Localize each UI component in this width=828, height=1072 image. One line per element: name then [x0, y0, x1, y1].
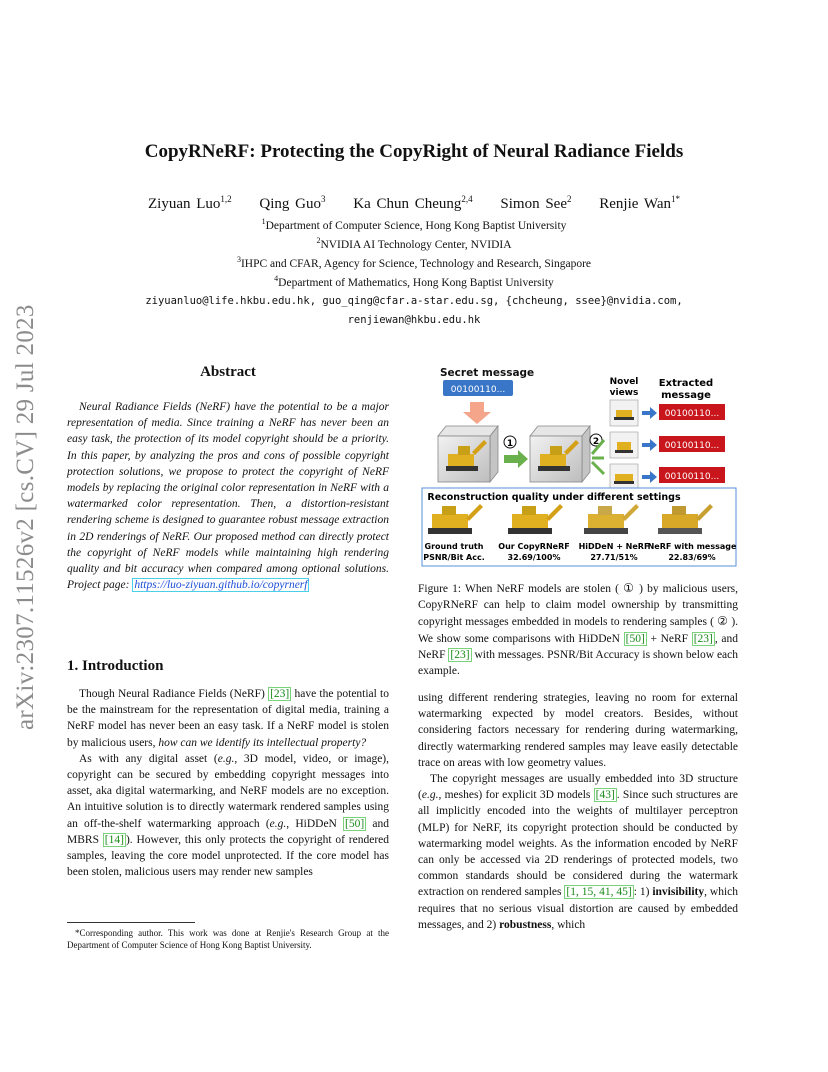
abstract-body: Neural Radiance Fields (NeRF) have the potential to be a major representation of media. Since training a NeRF has never been an easy task, the protection of its model copyright should be a priority. In this paper, by analyzing the pros and cons of possible copyright protection solutions, we propose to protect the copyright of NeRF models by replacing the original color representation in NeRF with a watermarked color representation. Then, a distortion-resistant rendering scheme is designed to guarantee robust message extraction in 2D renderings of NeRF. Our proposed method can directly protect the copyright of NeRF models while maintaining high rendering quality and bit accuracy when compared among optional solutions. Project page: https://luo-ziyuan.github.io/copyrnerf — [67, 401, 389, 592]
author: Ka Chun Cheung$^{2,4}$ — [353, 194, 473, 212]
citation-link[interactable]: [50] — [345, 817, 365, 830]
novel-view-thumb — [610, 464, 638, 490]
author: Ziyuan Luo$^{1,2}$ — [147, 194, 232, 212]
author: Qing Guo$^3$ — [259, 194, 326, 212]
paper-title: CopyRNeRF: Protecting the CopyRight of Neural Radiance Fields — [144, 141, 684, 162]
step-1-label: 1 — [506, 439, 514, 449]
citation-link[interactable]: [23] — [270, 688, 290, 700]
citation-link[interactable]: [14] — [104, 833, 124, 846]
email-line: ziyuanluo@life.hkbu.edu.hk, guo_qing@cfar.a-star.edu.sg, {chcheung, ssee}@nvidia.com, — [145, 295, 683, 307]
citation-link[interactable]: [23] — [450, 648, 470, 661]
figure-1-caption: Figure 1: When NeRF models are stolen ( ① ) by malicious users, CopyRNeRF can help to claim model ownership by transmitting copyright messages embedded in models to rendering samples ( ② ). We show some comparisons with HiDDeN [50] + NeRF [23] , and NeRF [23] with messages. PSNR/Bit Accuracy is shown below each example. — [418, 581, 739, 678]
intro-paragraph-2: As with any digital asset (e.g., 3D model, video, or image), copyright can be secured by embedding copyright messages into asset, aka digital watermarking, and NeRF models are no exception. An intuitive solution is to directly watermark rendered samples using an off-the-shelf watermarking approach (e.g., HiDDeN [50] and MBRS [14] ). However, this only protects the copyright of rendered samples, leaving the core model unprotected. If the core model has been stolen, malicious users may render new samples — [67, 752, 390, 879]
step-2-label: 2 — [592, 437, 600, 447]
setting-name: Our CopyRNeRF — [498, 542, 570, 551]
footnote: *Corresponding author. This work was done at Renjie's Research Group at the Department of Computer Science of Hong Kong Baptist University. — [67, 928, 389, 951]
figure-1 — [418, 362, 740, 574]
setting-score: 27.71/51% — [590, 553, 638, 562]
render-arrow-down — [592, 462, 604, 474]
affiliation: $^4$Department of Mathematics, Hong Kong Baptist University — [274, 274, 554, 289]
setting-name: NeRF with message — [647, 542, 737, 551]
extract-arrow — [642, 471, 657, 483]
intro-heading: 1. Introduction — [67, 658, 164, 674]
novel-view-thumb — [610, 400, 638, 426]
secret-bits: 00100110... — [450, 385, 506, 395]
setting-score: PSNR/Bit Acc. — [423, 553, 485, 562]
nerf-cube-original — [438, 426, 498, 482]
right-column-text — [418, 690, 738, 933]
body-paragraph: using different rendering strategies, leaving no room for external watermarking expected by model creators. Besides, without considering factors necessary for rendering during watermarking, directly watermarking rendered samples may leave easily detectable trace on areas with low geometry values. — [418, 692, 738, 769]
author: Simon See$^2$ — [500, 194, 572, 212]
body-paragraph: The copyright messages are usually embedded into 3D structure (e.g., meshes) for explicit 3D models [43] . Since such structures are all implicitly encoded into the weights of multilayer perceptron (MLP) for NeRF, its copyright protection should be conducted by watermarking model weights. As the information encoded by NeRF can only be accessed via 2D renderings of protected models, two common standards should be considered during the watermark extraction on rendered samples [1, 15, 41, 45] : 1) invisibility, which requires that no serious visual distortion are caused by embedded messages, and 2) robustness, which — [418, 773, 739, 931]
email-line: renjiewan@hkbu.edu.hk — [347, 314, 481, 326]
affiliation: $^3$IHPC and CFAR, Agency for Science, Technology and Research, Singapore — [236, 255, 592, 270]
citation-link[interactable]: [50] — [625, 632, 645, 645]
intro-text — [67, 686, 389, 880]
figure-1-graphic — [418, 362, 740, 574]
extracted-bits: 00100110... — [664, 409, 720, 419]
abstract-heading: Abstract — [200, 364, 256, 380]
nerf-cube-watermarked — [530, 426, 590, 482]
extracted-bits: 00100110... — [664, 472, 720, 482]
setting-score: 32.69/100% — [507, 553, 561, 562]
intro-paragraph-1: Though Neural Radiance Fields (NeRF) [23] have the potential to be the mainstream for the representation of digital media, training a NeRF model has never been an easy task. If a NeRF model is stolen by malicious users, how can we identify its intellectual property? — [67, 688, 389, 749]
extract-arrow — [642, 407, 657, 419]
setting-score: 22.83/69% — [668, 553, 716, 562]
citation-link[interactable]: [43] — [595, 789, 615, 802]
embed-arrow — [463, 402, 491, 424]
affiliation: $^1$Department of Computer Science, Hong Kong Baptist University — [261, 217, 567, 232]
project-page-link[interactable]: https://luo-ziyuan.github.io/copyrnerf — [134, 579, 308, 592]
author-list — [0, 194, 828, 213]
extracted-bits: 00100110... — [664, 441, 720, 451]
citation-link[interactable]: [23] — [693, 632, 713, 645]
novel-views-label: Novel — [609, 377, 639, 387]
affiliation: $^2$NVIDIA AI Technology Center, NVIDIA — [316, 236, 512, 251]
extracted-message-label: Extracted — [658, 378, 714, 389]
author: Renjie Wan$^{1*}$ — [599, 194, 680, 212]
arxiv-stamp: arXiv:2307.11526v2 [cs.CV] 29 Jul 2023 — [12, 304, 39, 730]
extracted-message-label: message — [661, 390, 711, 401]
secret-message-label: Secret message — [440, 367, 535, 379]
novel-views-label: views — [609, 388, 639, 398]
citation-link[interactable]: [1, 15, 41, 45] — [566, 886, 632, 899]
novel-view-thumb — [610, 432, 638, 458]
quality-panel-title: Reconstruction quality under different settings — [427, 492, 681, 503]
step-arrow-1 — [504, 450, 528, 468]
setting-name: HiDDeN + NeRF — [578, 542, 650, 551]
setting-name: Ground truth — [424, 542, 484, 551]
extract-arrow — [642, 439, 657, 451]
footnote-rule — [67, 922, 195, 923]
